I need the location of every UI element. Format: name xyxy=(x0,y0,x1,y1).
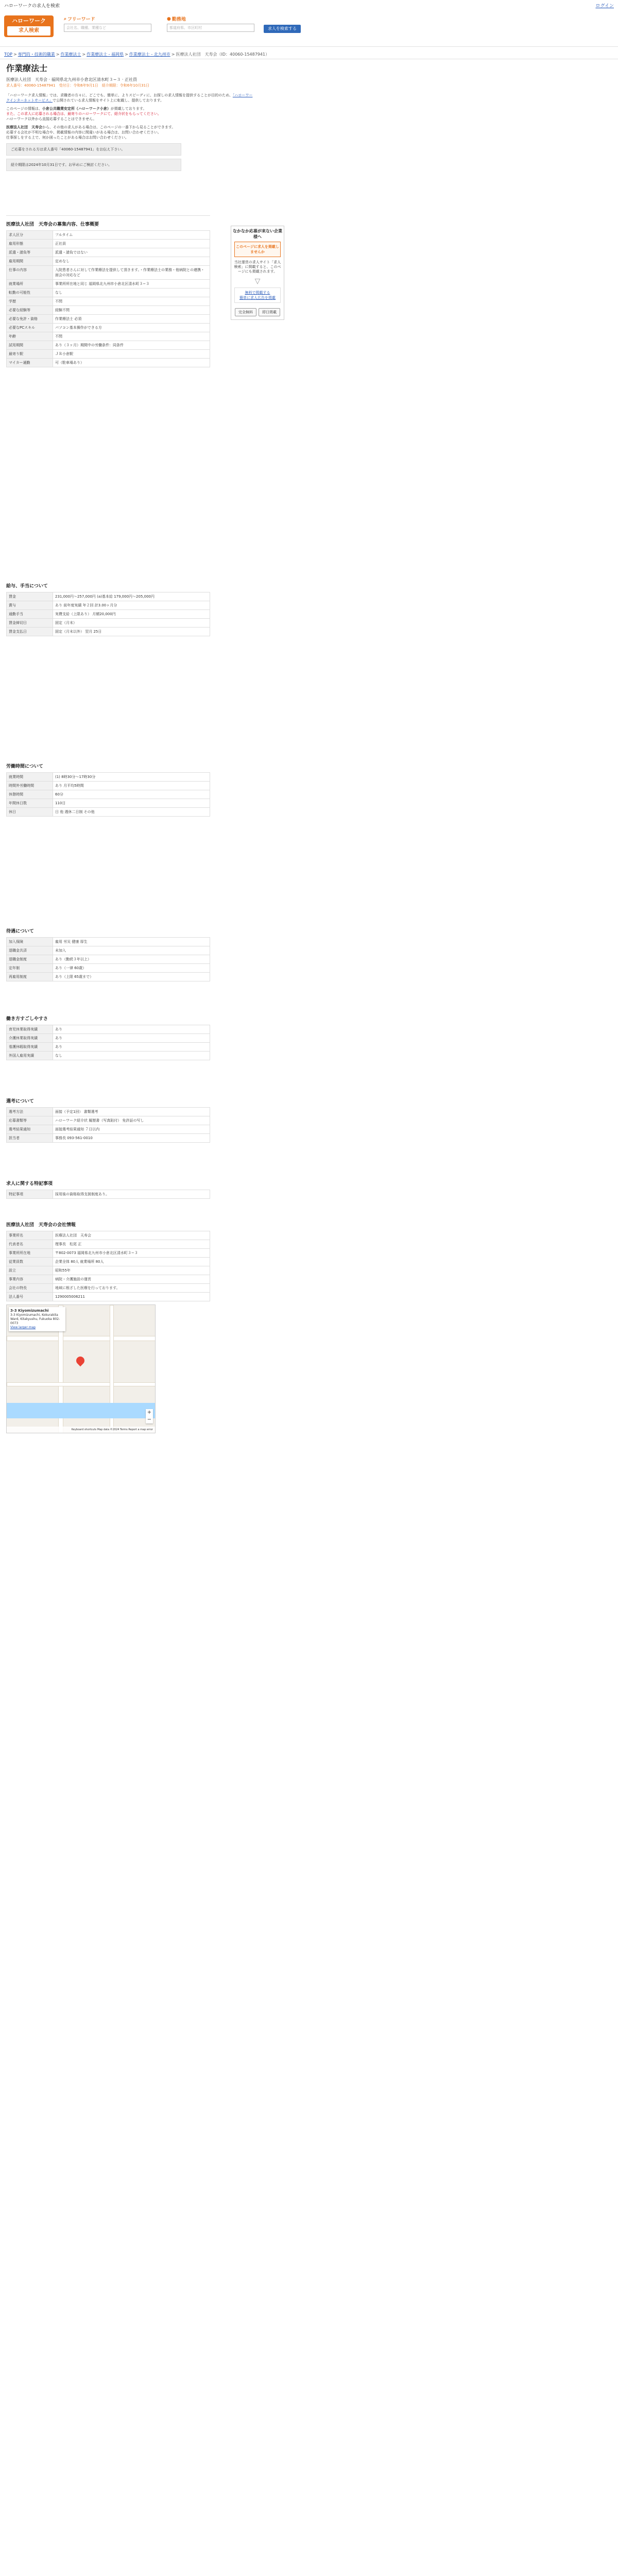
map-wrap xyxy=(6,1304,210,1433)
row-value: 不問 xyxy=(53,332,210,341)
insurance-table xyxy=(6,937,210,981)
row-key: 休日 xyxy=(7,808,53,817)
salary-section xyxy=(6,582,210,636)
table-row xyxy=(7,240,210,248)
table-row xyxy=(7,341,210,350)
table-row xyxy=(7,359,210,367)
header-search xyxy=(64,15,254,32)
zoom-out-icon[interactable]: − xyxy=(147,1417,152,1422)
row-value: あり（勤続３年以上） xyxy=(53,955,210,964)
top-bar xyxy=(0,0,618,10)
row-key: 外国人雇用実績 xyxy=(7,1052,53,1060)
table-row xyxy=(7,1249,210,1258)
row-key: 通勤手当 xyxy=(7,610,53,619)
row-value: 企業全体 80人 就業場所 80人 xyxy=(53,1258,210,1266)
row-value: あり（一律 60歳） xyxy=(53,964,210,973)
row-value: (1) 8時30分〜17時30分 xyxy=(53,773,210,782)
row-value: 事務長 093-561-0010 xyxy=(53,1134,210,1143)
table-row xyxy=(7,280,210,289)
arrow-down-icon: ▽ xyxy=(254,277,261,285)
row-key: 代表者名 xyxy=(7,1240,53,1249)
row-key: マイカー通勤 xyxy=(7,359,53,367)
job-info-section xyxy=(6,221,210,367)
breadcrumb-separator: > xyxy=(125,52,128,57)
row-value: 固定（月末以外） 翌月 25日 xyxy=(53,628,210,636)
row-value: あり（上限 65歳まで） xyxy=(53,973,210,981)
table-row xyxy=(7,1125,210,1134)
row-value: 60分 xyxy=(53,790,210,799)
table-row xyxy=(7,1108,210,1116)
map-view-larger[interactable]: View larger map xyxy=(10,1326,36,1329)
salary-title: 給与、手当について xyxy=(6,584,48,589)
row-key: 事業所名 xyxy=(7,1231,53,1240)
row-key: 選考方法 xyxy=(7,1108,53,1116)
table-row xyxy=(7,266,210,280)
row-value: なし xyxy=(53,289,210,297)
row-value: 事業所所在地と同じ 福岡県北九州市小倉北区清水町３−３ xyxy=(53,280,210,289)
row-value: 入院患者さんに対して作業療法を提供して頂きます。・作業療法士の業務・他病院との連携・面会の対応など xyxy=(53,266,210,280)
row-key: 事業内容 xyxy=(7,1275,53,1284)
row-key: 年間休日数 xyxy=(7,799,53,808)
site-note: ハローワークの求人を検索 xyxy=(4,3,60,9)
table-row xyxy=(7,619,210,628)
table-row xyxy=(7,799,210,808)
same-day-button[interactable]: 即日掲載 xyxy=(259,308,280,316)
row-key: 学歴 xyxy=(7,297,53,306)
row-key: 必要な免許・資格 xyxy=(7,315,53,324)
table-row xyxy=(7,1284,210,1293)
breadcrumb-item[interactable]: TOP xyxy=(4,52,13,57)
selection-section xyxy=(6,1097,210,1143)
table-row xyxy=(7,1266,210,1275)
page-title: 作業療法士 xyxy=(6,63,48,73)
pin-icon: ● xyxy=(167,16,171,22)
login-link[interactable]: ログイン xyxy=(595,3,614,9)
row-key: 転勤の可能性 xyxy=(7,289,53,297)
job-intro xyxy=(6,62,253,174)
row-key: 必要なPCスキル xyxy=(7,324,53,332)
table-row xyxy=(7,938,210,946)
row-value: 昭和55年 xyxy=(53,1266,210,1275)
row-value: フルタイム xyxy=(53,231,210,240)
row-key: 就業時間 xyxy=(7,773,53,782)
row-key: 定年制 xyxy=(7,964,53,973)
site-logo[interactable] xyxy=(4,15,54,37)
intro-paragraph-1: 「ハローワーク求人情報」では、求職者の方々に、どこでも、簡単に、よりスピーディに、お探しの求人情報を提供することが目的のため、「ハローワークインターネットサービス」で公開されている求人情報をサイト上に転載し、提供しております。 xyxy=(6,93,253,103)
table-row xyxy=(7,289,210,297)
table-row xyxy=(7,1052,210,1060)
row-value: 231,000円〜257,000円 (a)基本給 179,000円〜205,000円 xyxy=(53,592,210,601)
salary-table xyxy=(6,592,210,636)
notice-job-number: ご応募をされる方は求人番号「40060-15487941」をお伝え下さい。 xyxy=(6,143,181,156)
hellowork-internet-link[interactable]: 「ハローワークインターネットサービス」 xyxy=(6,93,253,103)
row-value: 地域に根ざした医療を行っております。 xyxy=(53,1284,210,1293)
row-key: 仕事の内容 xyxy=(7,266,53,280)
sidebar-buttons xyxy=(231,305,284,319)
table-row xyxy=(7,297,210,306)
breadcrumb-item: 医療法人社団 天寿会（ID：40060-15487941） xyxy=(176,52,270,57)
table-row xyxy=(7,1275,210,1284)
special-table xyxy=(6,1190,210,1199)
row-key: 賃金締切日 xyxy=(7,619,53,628)
row-value: 雇用 労災 健康 厚生 xyxy=(53,938,210,946)
breadcrumb-item[interactable]: 専門的・技術的職業 xyxy=(18,52,55,57)
map-zoom-controls xyxy=(146,1409,153,1423)
row-key: 雇用期間 xyxy=(7,257,53,266)
table-row xyxy=(7,808,210,817)
breadcrumb-item[interactable]: 作業療法士 xyxy=(60,52,81,57)
search-button[interactable]: 求人を検索する xyxy=(264,25,301,33)
row-key: 設立 xyxy=(7,1266,53,1275)
row-key: 担当者 xyxy=(7,1134,53,1143)
worktime-table xyxy=(6,772,210,817)
table-row xyxy=(7,324,210,332)
sidebar-promo-box: このページに求人を掲載しませんか xyxy=(234,242,281,257)
row-key: 事業所所在地 xyxy=(7,1249,53,1258)
sidebar-promo xyxy=(231,226,284,320)
table-row xyxy=(7,1240,210,1249)
breadcrumb xyxy=(4,52,612,57)
map-pin-icon[interactable] xyxy=(75,1355,87,1367)
special-key: 特記事項 xyxy=(7,1190,53,1199)
sidebar-links xyxy=(234,287,281,303)
table-row xyxy=(7,601,210,610)
map-road xyxy=(7,1336,156,1341)
row-value: 未加入 xyxy=(53,946,210,955)
row-value: 実費支給（上限あり） 月額20,000円 xyxy=(53,610,210,619)
free-button[interactable]: 完全無料 xyxy=(235,308,256,316)
row-value: 1290005006211 xyxy=(53,1293,210,1301)
row-key: 賞与 xyxy=(7,601,53,610)
row-value: あり xyxy=(53,1034,210,1043)
row-key: 雇用形態 xyxy=(7,240,53,248)
sidebar-link-easy[interactable]: 簡単に求人広告を掲載 xyxy=(239,296,276,300)
sidebar-link-free[interactable]: 無料で掲載する xyxy=(245,291,270,295)
keyword-input[interactable]: 会社名、職種、業種など xyxy=(64,24,151,32)
row-key: 退職金共済 xyxy=(7,946,53,955)
row-value: 〒802-0073 福岡県北九州市小倉北区清水町３−３ xyxy=(53,1249,210,1258)
row-key: 介護休業取得実績 xyxy=(7,1034,53,1043)
row-key: 求人区分 xyxy=(7,231,53,240)
zoom-in-icon[interactable]: + xyxy=(147,1410,152,1415)
insurance-section xyxy=(6,927,210,981)
welfare-table xyxy=(6,1025,210,1060)
logo-line2: 求人検索 xyxy=(7,26,50,36)
row-value: あり xyxy=(53,1043,210,1052)
row-key: 時間外労働時間 xyxy=(7,782,53,790)
row-value: ハローワーク紹介状 履歴書（写真貼付） 免許証の写し xyxy=(53,1116,210,1125)
table-row xyxy=(7,306,210,315)
row-key: 必要な経験等 xyxy=(7,306,53,315)
row-key: 年齢 xyxy=(7,332,53,341)
row-key: 会社の特長 xyxy=(7,1284,53,1293)
job-info-title: 医療法人社団 天寿会の募集内容、仕事概要 xyxy=(6,222,99,227)
table-row xyxy=(7,955,210,964)
header xyxy=(0,11,618,47)
row-value: あり 前年度実績 年２回 計3.00ヶ月分 xyxy=(53,601,210,610)
breadcrumb-separator: > xyxy=(82,52,86,57)
table-row xyxy=(7,946,210,955)
table-row xyxy=(7,1258,210,1266)
row-value: 作業療法士 必須 xyxy=(53,315,210,324)
search-icon: ⌕ xyxy=(64,16,67,22)
location-group xyxy=(167,15,254,32)
table-row xyxy=(7,773,210,782)
location-label: ● 勤務地 xyxy=(167,16,186,22)
row-value: あり（３ヶ月）期間中の労働条件：同条件 xyxy=(53,341,210,350)
map-road xyxy=(7,1382,156,1386)
breadcrumb-separator: > xyxy=(13,52,17,57)
table-row xyxy=(7,790,210,799)
keyword-label: ⌕ フリーワード xyxy=(64,16,95,22)
section-divider xyxy=(6,215,210,216)
special-value: 採用後の資格取得支援制度あり。 xyxy=(53,1190,210,1199)
row-key: 退職金制度 xyxy=(7,955,53,964)
row-key: 最寄り駅 xyxy=(7,350,53,359)
keyword-group xyxy=(64,15,151,32)
worktime-title: 労働時間について xyxy=(6,764,43,769)
map-place-card xyxy=(9,1307,65,1331)
special-section xyxy=(6,1180,210,1199)
table-row xyxy=(7,248,210,257)
sidebar-desc: 当社運営の求人サイト「求人検索」に掲載すると、このページにも掲載されます。 xyxy=(234,260,281,274)
row-key: 就業場所 xyxy=(7,280,53,289)
company-section xyxy=(6,1221,210,1433)
logo-line1: ハローワーク xyxy=(12,18,46,24)
row-key: 再雇用制度 xyxy=(7,973,53,981)
special-title: 求人に関する特記事項 xyxy=(6,1181,53,1187)
row-key: 選考結果通知 xyxy=(7,1125,53,1134)
breadcrumb-separator: > xyxy=(56,52,60,57)
breadcrumb-separator: > xyxy=(171,52,175,57)
row-value: 固定（月末） xyxy=(53,619,210,628)
row-key: 休憩時間 xyxy=(7,790,53,799)
row-key: 試用期間 xyxy=(7,341,53,350)
insurance-title: 待遇について xyxy=(6,929,34,934)
job-info-table xyxy=(6,230,210,367)
company-table xyxy=(6,1231,210,1301)
table-row xyxy=(7,257,210,266)
row-value: 病院・介護施設の運営 xyxy=(53,1275,210,1284)
table-row xyxy=(7,1025,210,1034)
row-key: 加入保険 xyxy=(7,938,53,946)
row-value: ＪＲ小倉駅 xyxy=(53,350,210,359)
row-key: 法人番号 xyxy=(7,1293,53,1301)
row-value: 可（駐車場あり） xyxy=(53,359,210,367)
intro-paragraph-3: 医療法人社団 天寿会から、その他の求人がある場合は、このページの一番下から見ることができます。 応募する会社が不明な場合や、掲載情報の内容に間違いがある場合は、お問い合わせください。 仕事探しをする上で、何か困ったことがある場合はお問い合わせください。 xyxy=(6,125,176,140)
company-line: 医療法人社団 天寿会 · 福岡県北九州市小倉北区清水町３−３ · 正社員 xyxy=(6,77,137,82)
row-value: 定めなし xyxy=(53,257,210,266)
map-place: 3-3 Kiyomizumachi xyxy=(10,1309,49,1313)
row-value: 医療法人社団 天寿会 xyxy=(53,1231,210,1240)
row-key: 賃金支払日 xyxy=(7,628,53,636)
company-title: 医療法人社団 天寿会の会社情報 xyxy=(6,1223,76,1228)
row-value: 経験不問 xyxy=(53,306,210,315)
table-row xyxy=(7,1116,210,1125)
welfare-section xyxy=(6,1015,210,1060)
row-value: あり xyxy=(53,1025,210,1034)
table-row xyxy=(7,1231,210,1240)
row-value: 派遣・請負ではない xyxy=(53,248,210,257)
table-row xyxy=(7,782,210,790)
row-key: 従業員数 xyxy=(7,1258,53,1266)
table-row xyxy=(7,964,210,973)
selection-table xyxy=(6,1107,210,1143)
map-river xyxy=(7,1403,156,1418)
table-row xyxy=(7,610,210,619)
location-input[interactable]: 都道府県、市区町村 xyxy=(167,24,254,32)
row-value: 面接（予定1回） 書類選考 xyxy=(53,1108,210,1116)
table-row xyxy=(7,231,210,240)
table-row xyxy=(7,628,210,636)
table-row xyxy=(7,1134,210,1143)
table-row xyxy=(7,1034,210,1043)
row-value: 正社員 xyxy=(53,240,210,248)
row-value: 理事長 松尾 正 xyxy=(53,1240,210,1249)
selection-title: 選考について xyxy=(6,1099,34,1104)
row-key: 育児休業取得実績 xyxy=(7,1025,53,1034)
row-key: 看護休暇取得実績 xyxy=(7,1043,53,1052)
header-divider xyxy=(0,46,618,47)
row-value: 面接選考結果通知 ７日以内 xyxy=(53,1125,210,1134)
row-value: 110日 xyxy=(53,799,210,808)
welfare-title: 働き方すごしやすさ xyxy=(6,1016,48,1022)
table-row xyxy=(7,1293,210,1301)
table-row xyxy=(7,315,210,324)
row-key: 賃金 xyxy=(7,592,53,601)
table-row xyxy=(7,973,210,981)
row-value: パソコン基本操作ができる方 xyxy=(53,324,210,332)
sidebar-heading: なかなか応募が来ない企業様へ xyxy=(233,229,282,239)
map-footer: Keyboard shortcuts Map data ©2024 Terms Report a map error xyxy=(7,1427,155,1433)
table-row xyxy=(7,592,210,601)
map-address: 3-3 Kiyomizumachi, Kokurakita Ward, Kitakyushu, Fukuoka 802-0073 xyxy=(10,1313,60,1325)
worktime-section xyxy=(6,762,210,817)
row-value: あり 月平均5時間 xyxy=(53,782,210,790)
row-key: 応募書類等 xyxy=(7,1116,53,1125)
row-value: 日 他 週休二日制 その他 xyxy=(53,808,210,817)
table-row xyxy=(7,1043,210,1052)
map[interactable] xyxy=(6,1304,156,1433)
intro-paragraph-2: このページの情報は、小倉公共職業安定所（ハローワーク小倉）が掲載しております。 また、この求人に応募される場合は、最寄りのハローワークにて、紹介状をもらってください。 ハローワーク以外から直接応募することはできません。 xyxy=(6,107,161,121)
job-meta: 求人番号：40060-15487941 受付日：令和6年9月1日 紹介期限：令和6年10月31日 xyxy=(6,83,150,88)
breadcrumb-item[interactable]: 作業療法士 - 北九州市 xyxy=(129,52,170,57)
breadcrumb-item[interactable]: 作業療法士 - 福岡県 xyxy=(87,52,124,57)
notice-deadline: 紹介期限は2024年10月31日です。お早めにご検討ください。 xyxy=(6,159,181,171)
table-row xyxy=(7,350,210,359)
table-row xyxy=(7,332,210,341)
row-value: 不問 xyxy=(53,297,210,306)
row-value: なし xyxy=(53,1052,210,1060)
row-key: 派遣・請負等 xyxy=(7,248,53,257)
